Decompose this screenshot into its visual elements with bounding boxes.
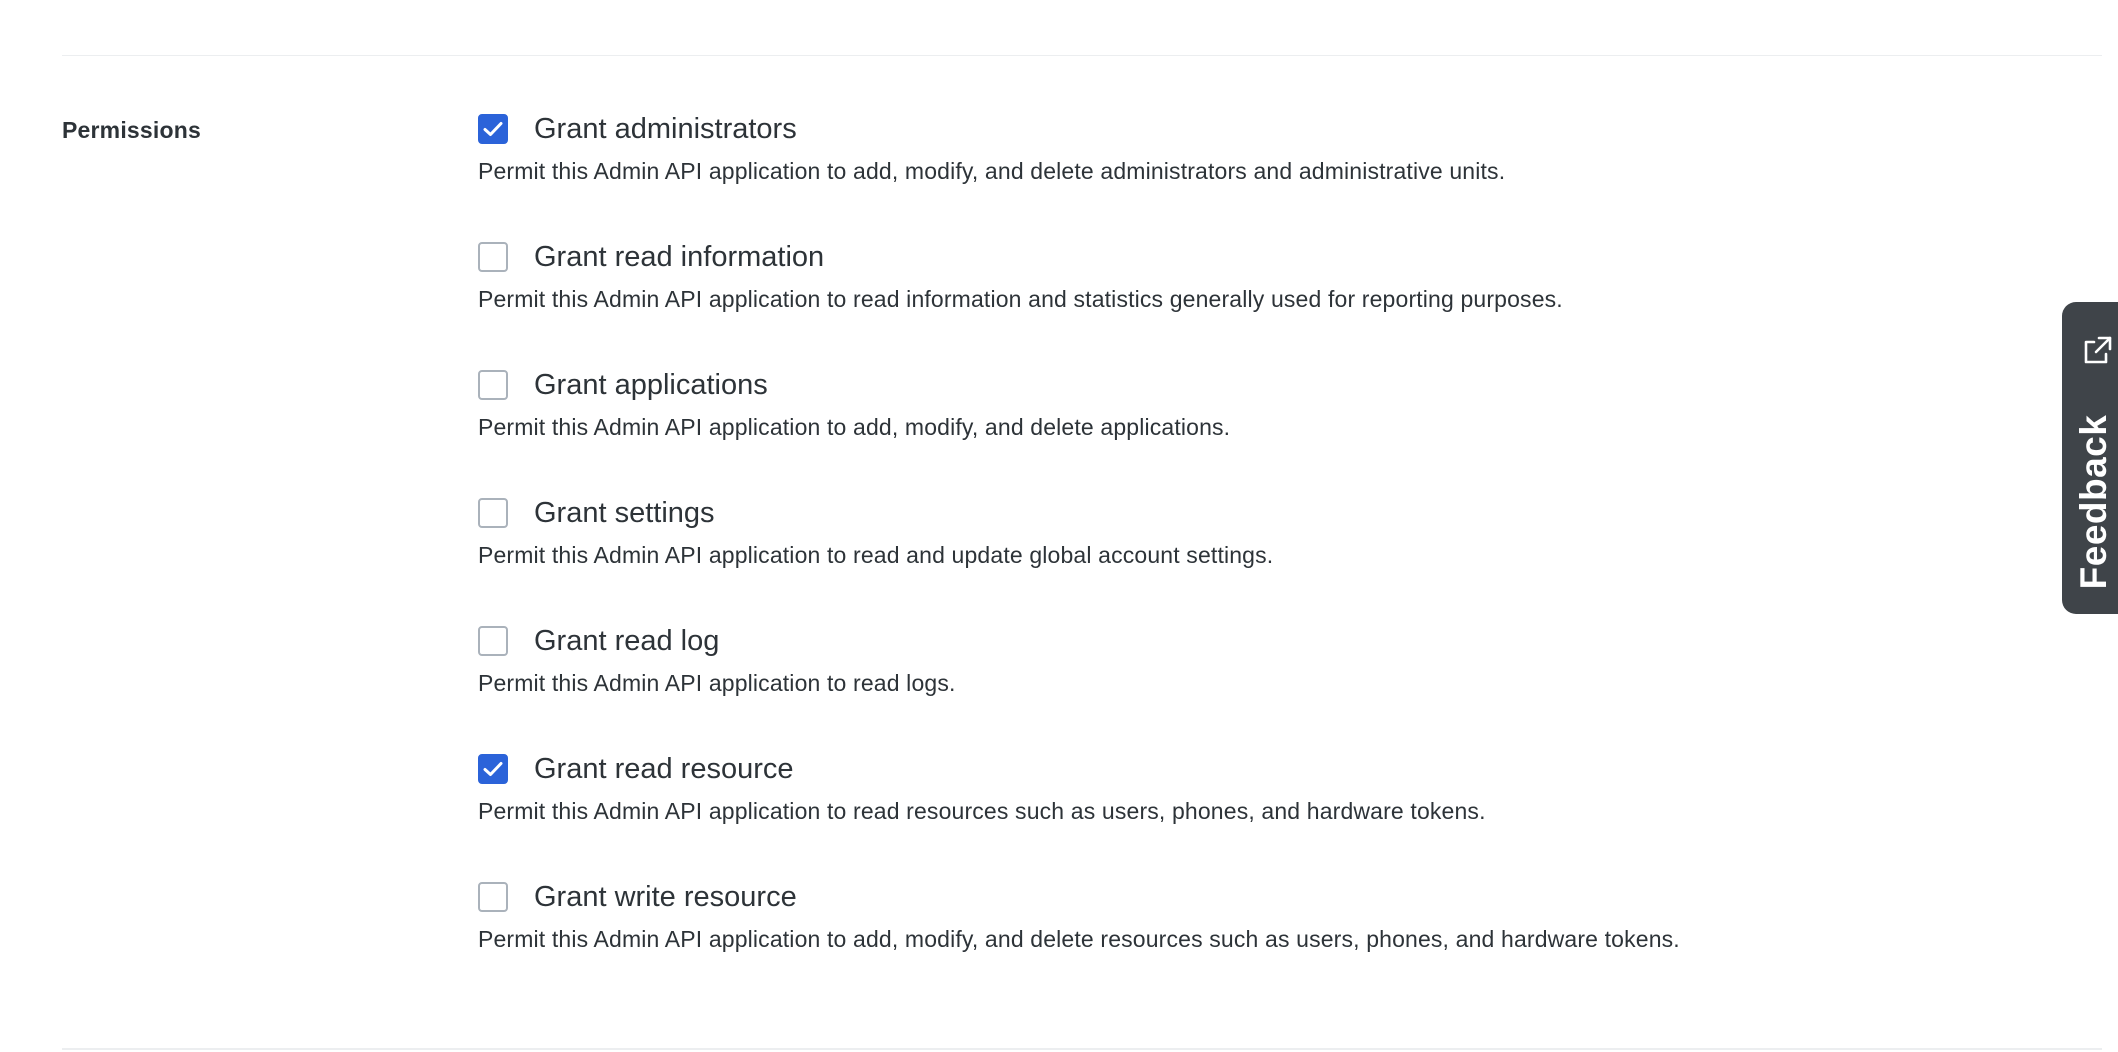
permission-row xyxy=(478,238,1978,276)
checkmark-icon xyxy=(483,121,503,137)
permission-row xyxy=(478,878,1978,916)
grant-read-information-description: Permit this Admin API application to read information and statistics generally used for reporting purposes. xyxy=(478,286,1563,312)
grant-write-resource-description: Permit this Admin API application to add, modify, and delete resources such as users, phones, and hardware tokens. xyxy=(478,926,1680,952)
permission-row xyxy=(478,110,1978,148)
permission-grant-applications xyxy=(478,366,1978,494)
feedback-tab[interactable] xyxy=(2062,302,2118,614)
permission-grant-write-resource xyxy=(478,878,1978,1006)
grant-administrators-checkbox[interactable] xyxy=(478,114,508,144)
section-label: Permissions xyxy=(62,117,201,143)
permission-grant-read-information xyxy=(478,238,1978,366)
grant-settings-description: Permit this Admin API application to read and update global account settings. xyxy=(478,542,1274,568)
permission-grant-administrators xyxy=(478,110,1978,238)
feedback-inner xyxy=(2070,334,2118,594)
grant-read-log-description: Permit this Admin API application to read logs. xyxy=(478,670,956,696)
top-divider xyxy=(62,55,2102,56)
permission-row xyxy=(478,750,1978,788)
grant-read-resource-description: Permit this Admin API application to read resources such as users, phones, and hardware tokens. xyxy=(478,798,1486,824)
grant-write-resource-label[interactable]: Grant write resource xyxy=(534,880,797,913)
feedback-label[interactable]: Feedback xyxy=(2073,414,2114,590)
grant-applications-checkbox[interactable] xyxy=(478,370,508,400)
grant-read-log-checkbox[interactable] xyxy=(478,626,508,656)
grant-write-resource-checkbox[interactable] xyxy=(478,882,508,912)
permission-grant-settings xyxy=(478,494,1978,622)
permission-row xyxy=(478,622,1978,660)
grant-settings-label[interactable]: Grant settings xyxy=(534,496,715,529)
grant-read-resource-checkbox[interactable] xyxy=(478,754,508,784)
grant-applications-label[interactable]: Grant applications xyxy=(534,368,768,401)
grant-read-log-label[interactable]: Grant read log xyxy=(534,624,720,657)
grant-read-information-label[interactable]: Grant read information xyxy=(534,240,825,273)
grant-applications-description: Permit this Admin API application to add, modify, and delete applications. xyxy=(478,414,1231,440)
permission-row xyxy=(478,366,1978,404)
permission-row xyxy=(478,494,1978,532)
permissions-list xyxy=(478,110,1978,1006)
permission-grant-read-resource xyxy=(478,750,1978,878)
checkmark-icon xyxy=(483,761,503,777)
grant-read-information-checkbox[interactable] xyxy=(478,242,508,272)
permission-grant-read-log xyxy=(478,622,1978,750)
grant-settings-checkbox[interactable] xyxy=(478,498,508,528)
bottom-divider xyxy=(62,1048,2102,1050)
external-link-icon xyxy=(2080,334,2114,368)
grant-administrators-description: Permit this Admin API application to add, modify, and delete administrators and administrative units. xyxy=(478,158,1506,184)
grant-administrators-label[interactable]: Grant administrators xyxy=(534,112,797,145)
grant-read-resource-label[interactable]: Grant read resource xyxy=(534,752,794,785)
